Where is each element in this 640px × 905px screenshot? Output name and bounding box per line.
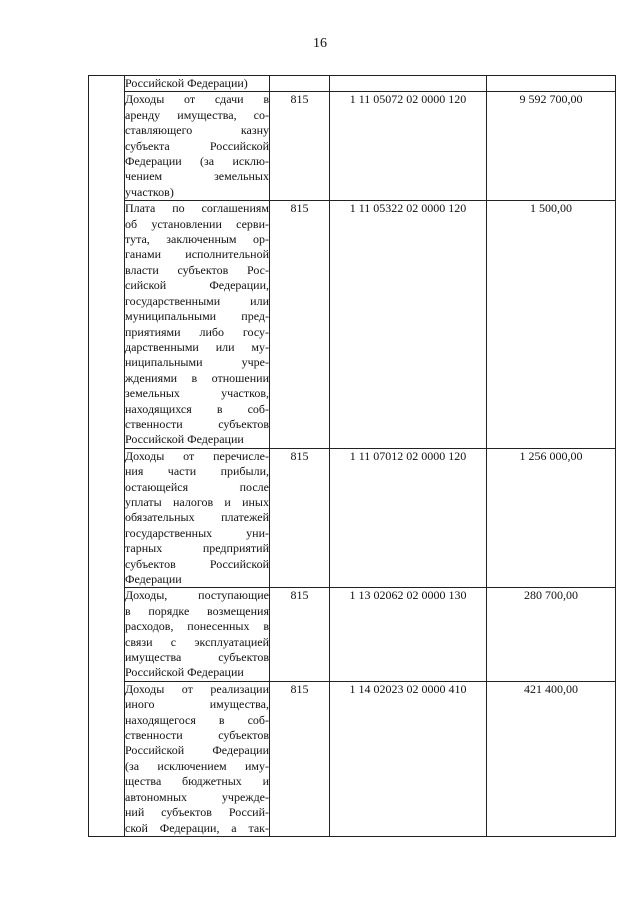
name-line: аренду имущества, со-: [125, 107, 269, 122]
admin-code-cell: 815: [270, 588, 330, 681]
name-line: Доходы от реализации: [125, 681, 269, 696]
revenue-code-cell: 1 13 02062 02 0000 130: [330, 588, 487, 681]
name-line: Российской Федерации: [125, 432, 244, 447]
name-line: ганами исполнительной: [125, 247, 269, 262]
table-row: [89, 588, 616, 681]
admin-code-cell: 815: [270, 201, 330, 449]
name-line: ской Федерации, а так-: [125, 820, 269, 835]
table-row-continuation: [89, 76, 616, 92]
amount-cell: 421 400,00: [487, 681, 616, 836]
name-line: остающейся после: [125, 479, 269, 494]
amount-cell: 1 256 000,00: [487, 448, 616, 588]
name-line: Доходы, поступающие: [125, 588, 269, 603]
table-row: [89, 201, 616, 449]
amount-cell: 280 700,00: [487, 588, 616, 681]
revenue-name-cell: [125, 588, 270, 681]
admin-code-cell: 815: [270, 448, 330, 588]
name-line: об установлении серви-: [125, 216, 269, 231]
name-line: Доходы от сдачи в: [125, 92, 269, 107]
name-line: ственности субъектов: [125, 728, 269, 743]
name-line: чением земельных: [125, 169, 269, 184]
revenue-code-cell: 1 11 05322 02 0000 120: [330, 201, 487, 449]
name-line: иного имущества,: [125, 697, 269, 712]
revenue-name-cell: [125, 201, 270, 449]
name-line: тарных предприятий: [125, 541, 269, 556]
name-line: ний субъектов Россий-: [125, 805, 269, 820]
name-line: субъектов Российской: [125, 556, 269, 571]
admin-cell: [270, 76, 330, 92]
name-line: участков): [125, 184, 174, 199]
amount-cell: 1 500,00: [487, 201, 616, 449]
code-cell: [330, 76, 487, 92]
revenue-table: [88, 75, 616, 837]
row-number-cell: [89, 76, 125, 837]
name-line: субъекта Российской: [125, 138, 269, 153]
name-line: имущества субъектов: [125, 650, 269, 665]
name-line: государственных уни-: [125, 525, 269, 540]
name-line: связи с эксплуатацией: [125, 634, 269, 649]
name-line: дарственными или му-: [125, 339, 269, 354]
name-line: власти субъектов Рос-: [125, 262, 269, 277]
revenue-code-cell: 1 11 05072 02 0000 120: [330, 92, 487, 201]
name-line: Федерации (за исклю-: [125, 154, 269, 169]
name-line: ниципальными учре-: [125, 355, 269, 370]
admin-code-cell: 815: [270, 681, 330, 836]
revenue-name-cell: [125, 448, 270, 588]
name-line: в порядке возмещения: [125, 603, 269, 618]
name-line: щества бюджетных и: [125, 774, 269, 789]
name-line: ственности субъектов: [125, 416, 269, 431]
name-line: сийской Федерации,: [125, 278, 269, 293]
name-line: Плата по соглашениям: [125, 201, 269, 216]
name-line: (за исключением иму-: [125, 758, 269, 773]
revenue-name-cell: [125, 76, 270, 92]
amount-cell: [487, 76, 616, 92]
revenue-name-cell: [125, 92, 270, 201]
admin-code-cell: 815: [270, 92, 330, 201]
revenue-name-cell: [125, 681, 270, 836]
name-line: Федерации: [125, 572, 182, 586]
table-row: [89, 681, 616, 836]
name-line: государственными или: [125, 293, 269, 308]
name-line: муниципальными пред-: [125, 309, 269, 324]
revenue-code-cell: 1 14 02023 02 0000 410: [330, 681, 487, 836]
name-line: находящихся в соб-: [125, 401, 269, 416]
name-line: тута, заключенным ор-: [125, 232, 269, 247]
name-line: автономных учрежде-: [125, 789, 269, 804]
table-row: [89, 92, 616, 201]
name-line: ния части прибыли,: [125, 464, 269, 479]
table-row: [89, 448, 616, 588]
name-line: Российской Федерации: [125, 743, 269, 758]
revenue-code-cell: 1 11 07012 02 0000 120: [330, 448, 487, 588]
name-line: ждениями в отношении: [125, 370, 269, 385]
name-line: обязательных платежей: [125, 510, 269, 525]
amount-cell: 9 592 700,00: [487, 92, 616, 201]
name-line: Доходы от перечисле-: [125, 448, 269, 463]
name-line: приятиями либо госу-: [125, 324, 269, 339]
name-line: находящегося в соб-: [125, 712, 269, 727]
name-line: Российской Федерации: [125, 665, 244, 680]
name-line: уплаты налогов и иных: [125, 494, 269, 509]
name-line: ставляющего казну: [125, 123, 269, 138]
name-line: Российской Федерации): [125, 76, 248, 90]
name-line: земельных участков,: [125, 386, 269, 401]
name-line: расходов, понесенных в: [125, 619, 269, 634]
page-number: 16: [313, 36, 327, 51]
